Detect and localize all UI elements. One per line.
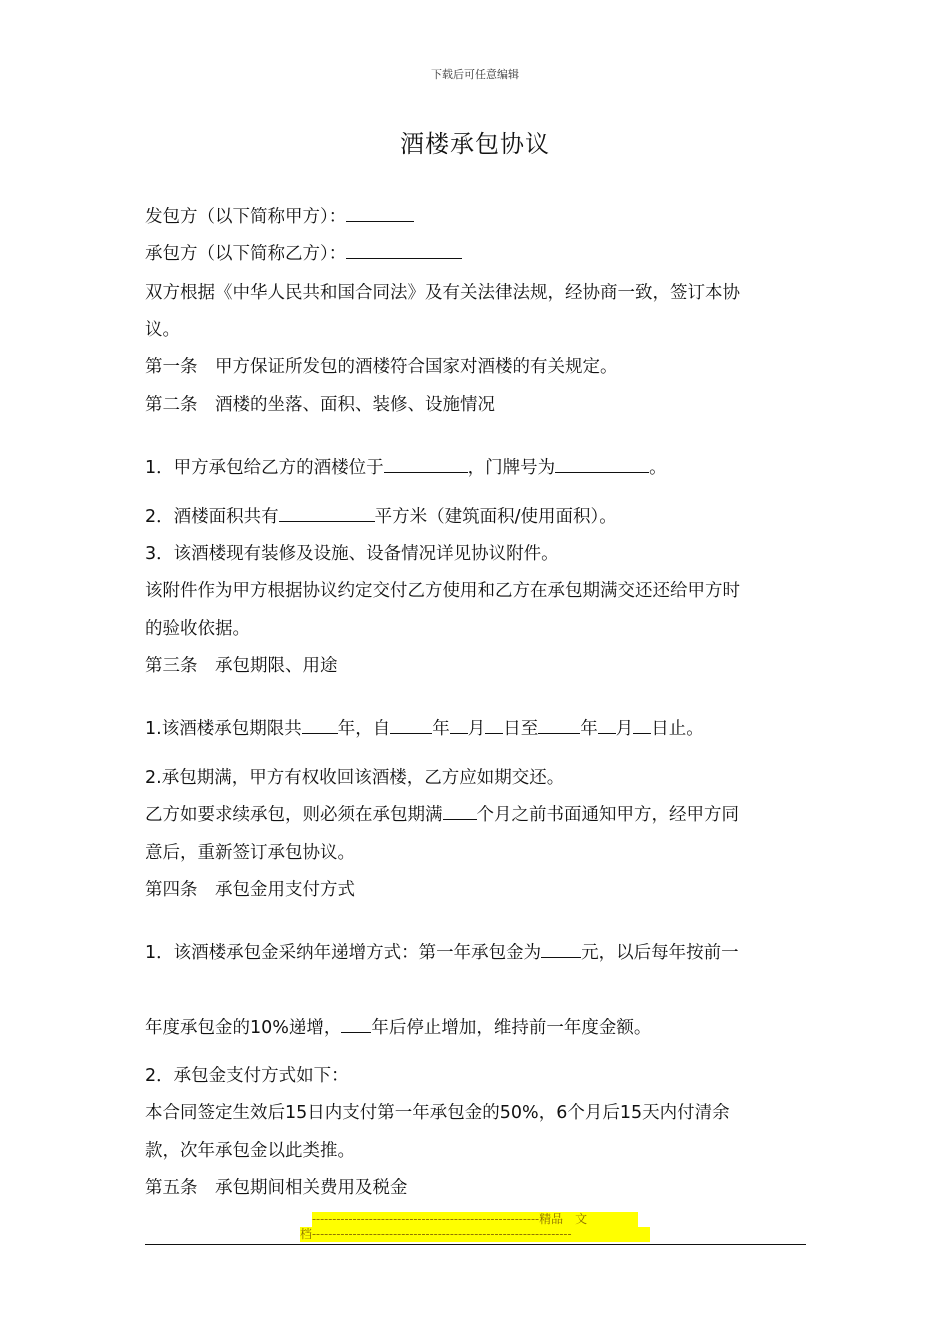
article-2-item-1	[145, 454, 667, 479]
start-year-blank	[390, 716, 432, 734]
item-number-value: 15	[619, 1103, 643, 1123]
years-blank	[302, 716, 338, 734]
contractor-blank	[346, 241, 462, 259]
item-text: 年度承包金的	[145, 1018, 250, 1038]
article-5-heading: 第五条 承包期间相关费用及税金	[145, 1178, 408, 1198]
article-3-renew-line-1	[145, 801, 739, 826]
item-number: 1.	[145, 719, 162, 739]
item-text: 本合同签定生效后	[145, 1103, 285, 1123]
item-text: 酒楼面积共有	[173, 507, 279, 527]
article-2-note-line-2: 的验收依据。	[145, 619, 250, 639]
area-blank	[279, 504, 375, 522]
payment-percent: 50%	[499, 1103, 539, 1123]
item-text: 。	[649, 458, 667, 478]
notice-months-blank	[443, 802, 477, 820]
item-text: 个月之前书面通知甲方，经甲方同	[476, 805, 739, 825]
article-3-renew-line-2: 意后，重新签订承包协议。	[145, 843, 355, 863]
item-text: 年	[432, 719, 450, 739]
item-text: 天内付清余	[642, 1103, 730, 1123]
first-year-amount-blank	[541, 940, 581, 958]
item-text: 年	[580, 719, 598, 739]
house-number-blank	[555, 455, 649, 473]
item-text: 日至	[503, 719, 539, 739]
page-header-note: 下载后可任意编辑	[431, 68, 519, 81]
article-2-heading: 第二条 酒楼的坐落、面积、装修、设施情况	[145, 395, 495, 415]
article-4-heading: 第四条 承包金用支付方式	[145, 880, 355, 900]
item-text: 承包期满，甲方有权收回该酒楼，乙方应如期交还。	[161, 768, 565, 788]
article-4-item-1-continued	[145, 1014, 651, 1039]
article-2-note-line-1: 该附件作为甲方根据协议约定交付乙方使用和乙方在承包期满交还还给甲方时	[145, 581, 740, 601]
item-text: 递增，	[288, 1018, 342, 1038]
item-text: 日止。	[651, 719, 704, 739]
item-number: 1．	[145, 458, 174, 478]
end-day-blank	[633, 716, 651, 734]
item-text: 日内支付第一年承包金的	[307, 1103, 500, 1123]
preamble-line-1: 双方根据《中华人民共和国合同法》及有关法律法规，经协商一致，签订本协	[145, 283, 740, 303]
contractor-line	[145, 240, 462, 265]
end-year-blank	[538, 716, 580, 734]
item-text: /	[514, 507, 521, 527]
increment-years-blank	[341, 1015, 371, 1033]
article-1: 第一条 甲方保证所发包的酒楼符合国家对酒楼的有关规定。	[145, 357, 618, 377]
item-text: 月	[615, 719, 634, 739]
start-day-blank	[485, 716, 503, 734]
document-title: 酒楼承包协议	[400, 130, 550, 158]
article-2-item-2	[145, 503, 617, 528]
employer-blank	[346, 204, 414, 222]
item-number-value: 6	[556, 1103, 568, 1123]
item-text: 使用面积）。	[520, 507, 617, 527]
increment-percent: 10%	[250, 1018, 289, 1038]
item-text: ，门牌号为	[467, 458, 556, 478]
item-text: 年后停止增加，维持前一年度金额。	[371, 1018, 652, 1038]
employer-line	[145, 203, 414, 228]
article-3-item-2	[145, 764, 564, 789]
item-text: 乙方如要求续承包，则必须在承包期满	[145, 805, 443, 825]
item-number: 1．	[145, 943, 174, 963]
end-month-blank	[598, 716, 616, 734]
item-text: 甲方承包给乙方的酒楼位于	[173, 458, 384, 478]
article-3-item-1	[145, 715, 704, 740]
footer-divider	[145, 1244, 806, 1245]
item-text: 元，以后每年按前一	[581, 943, 739, 963]
article-3-heading: 第三条 承包期限、用途	[145, 656, 338, 676]
article-4-item-2	[145, 1062, 349, 1087]
item-text: 承包金支付方式如下：	[173, 1066, 349, 1086]
item-number: 2.	[145, 768, 162, 788]
footer-watermark-line-2: 档----------------------------------------------------------------	[300, 1227, 650, 1242]
article-4-payment-line-2: 款，次年承包金以此类推。	[145, 1141, 355, 1161]
item-text: 该酒楼承包金采纳年递增方式：第一年承包金为	[173, 943, 542, 963]
item-number: 2．	[145, 507, 174, 527]
item-text: ，	[538, 1103, 557, 1123]
start-month-blank	[450, 716, 468, 734]
preamble-line-2: 议。	[145, 320, 180, 340]
item-number: 3．	[145, 544, 174, 564]
footer-watermark-line-1: --------------------------------------------------------精品 文	[312, 1212, 638, 1227]
location-blank	[384, 455, 468, 473]
article-4-payment-line-1	[145, 1099, 730, 1124]
article-2-item-3	[145, 540, 559, 565]
item-number-value: 15	[285, 1103, 308, 1123]
item-text: 月	[467, 719, 486, 739]
item-text: 该酒楼承包期限共	[161, 719, 302, 739]
item-number: 2．	[145, 1066, 174, 1086]
employer-label: 发包方（以下简称甲方）：	[145, 207, 347, 227]
item-text: 平方米（建筑面积	[374, 507, 515, 527]
contractor-label: 承包方（以下简称乙方）：	[145, 244, 347, 264]
item-text: 年，自	[337, 719, 391, 739]
item-text: 该酒楼现有装修及设施、设备情况详见协议附件。	[173, 544, 559, 564]
item-text: 个月后	[567, 1103, 620, 1123]
article-4-item-1	[145, 939, 739, 964]
